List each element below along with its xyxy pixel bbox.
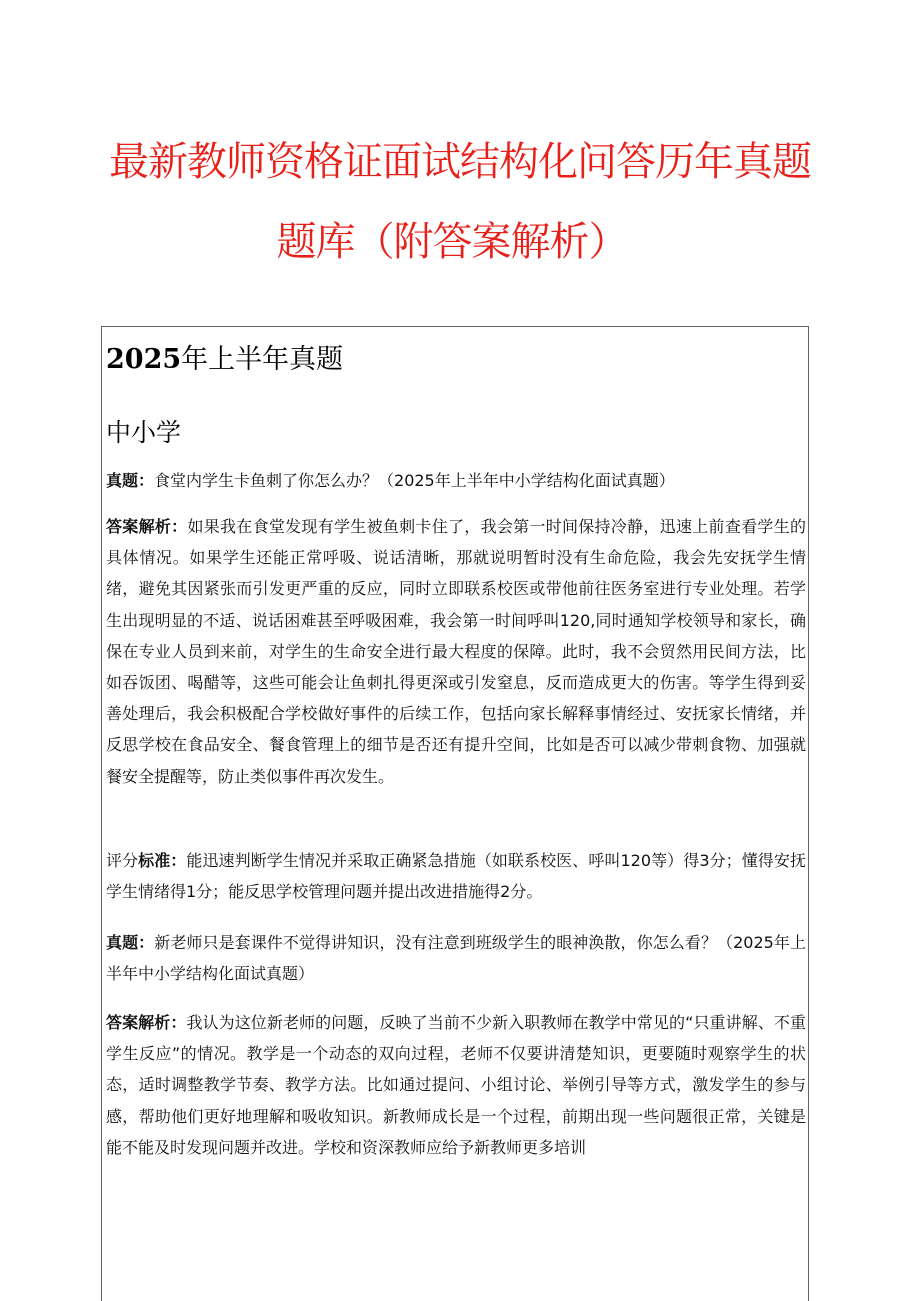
year-heading	[106, 337, 343, 376]
content-box	[101, 326, 809, 1301]
answer-2	[106, 1007, 806, 1163]
document-title	[0, 122, 920, 282]
level-heading: 中小学	[106, 418, 182, 447]
scoring-label-prefix: 评分	[106, 851, 139, 870]
year-heading-suffix: 年上半年真题	[181, 344, 344, 375]
question-1	[106, 465, 806, 496]
document-title-line-2: 题库（附答案解析）	[276, 219, 628, 265]
question-label: 真题：	[106, 471, 155, 490]
answer-label: 答案解析：	[106, 1013, 187, 1032]
question-text: 新老师只是套课件不觉得讲知识，没有注意到班级学生的眼神涣散，你怎么看？（2025年上半年中小学结构化面试真题）	[106, 933, 806, 984]
answer-text: 如果我在食堂发现有学生被鱼刺卡住了，我会第一时间保持冷静，迅速上前查看学生的具体情况。如果学生还能正常呼吸、说话清晰，那就说明暂时没有生命危险，我会先安抚学生情绪，避免其因紧张而引发更严重的反应，同时立即联系校医或带他前往医务室进行专业处理。若学生出现明显的不适、说话困难甚至呼吸困难，我会第一时间呼叫120,同时通知学校领导和家长，确保在专业人员到来前，对学生的生命安全进行最大程度的保障。此时，我不会贸然用民间方法，比如吞饭团、喝醋等，这些可能会让鱼刺扎得更深或引发窒息，反而造成更大的伤害。等学生得到妥善处理后，我会积极配合学校做好事件的后续工作，包括向家长解释事情经过、安抚家长情绪，并反思学校在食品安全、餐食管理上的细节是否还有提升空间，比如是否可以减少带刺食物、加强就餐安全提醒等，防止类似事件再次发生。	[106, 517, 806, 786]
question-2	[106, 927, 806, 989]
question-text: 食堂内学生卡鱼刺了你怎么办？（2025年上半年中小学结构化面试真题）	[154, 471, 675, 490]
document-title-line-1: 最新教师资格证面试结构化问答历年真题	[109, 139, 811, 185]
answer-1	[106, 511, 806, 792]
scoring-label-suffix: 标准：	[138, 851, 187, 870]
answer-label: 答案解析：	[106, 517, 188, 536]
scoring-text: 能迅速判断学生情况并采取正确紧急措施（如联系校医、呼叫120等）得3分；懂得安抚学生情绪得1分；能反思学校管理问题并提出改进措施得2分。	[106, 851, 806, 902]
scoring-1	[106, 845, 806, 907]
question-label: 真题：	[106, 933, 155, 952]
year-number: 2025	[106, 344, 182, 375]
answer-text: 我认为这位新老师的问题，反映了当前不少新入职教师在教学中常见的“只重讲解、不重学生反应”的情况。教学是一个动态的双向过程，老师不仅要讲清楚知识，更要随时观察学生的状态，适时调整教学节奏、教学方法。比如通过提问、小组讨论、举例引导等方式，激发学生的参与感，帮助他们更好地理解和吸收知识。新教师成长是一个过程，前期出现一些问题很正常，关键是能不能及时发现问题并改进。学校和资深教师应给予新教师更多培训	[106, 1013, 806, 1157]
